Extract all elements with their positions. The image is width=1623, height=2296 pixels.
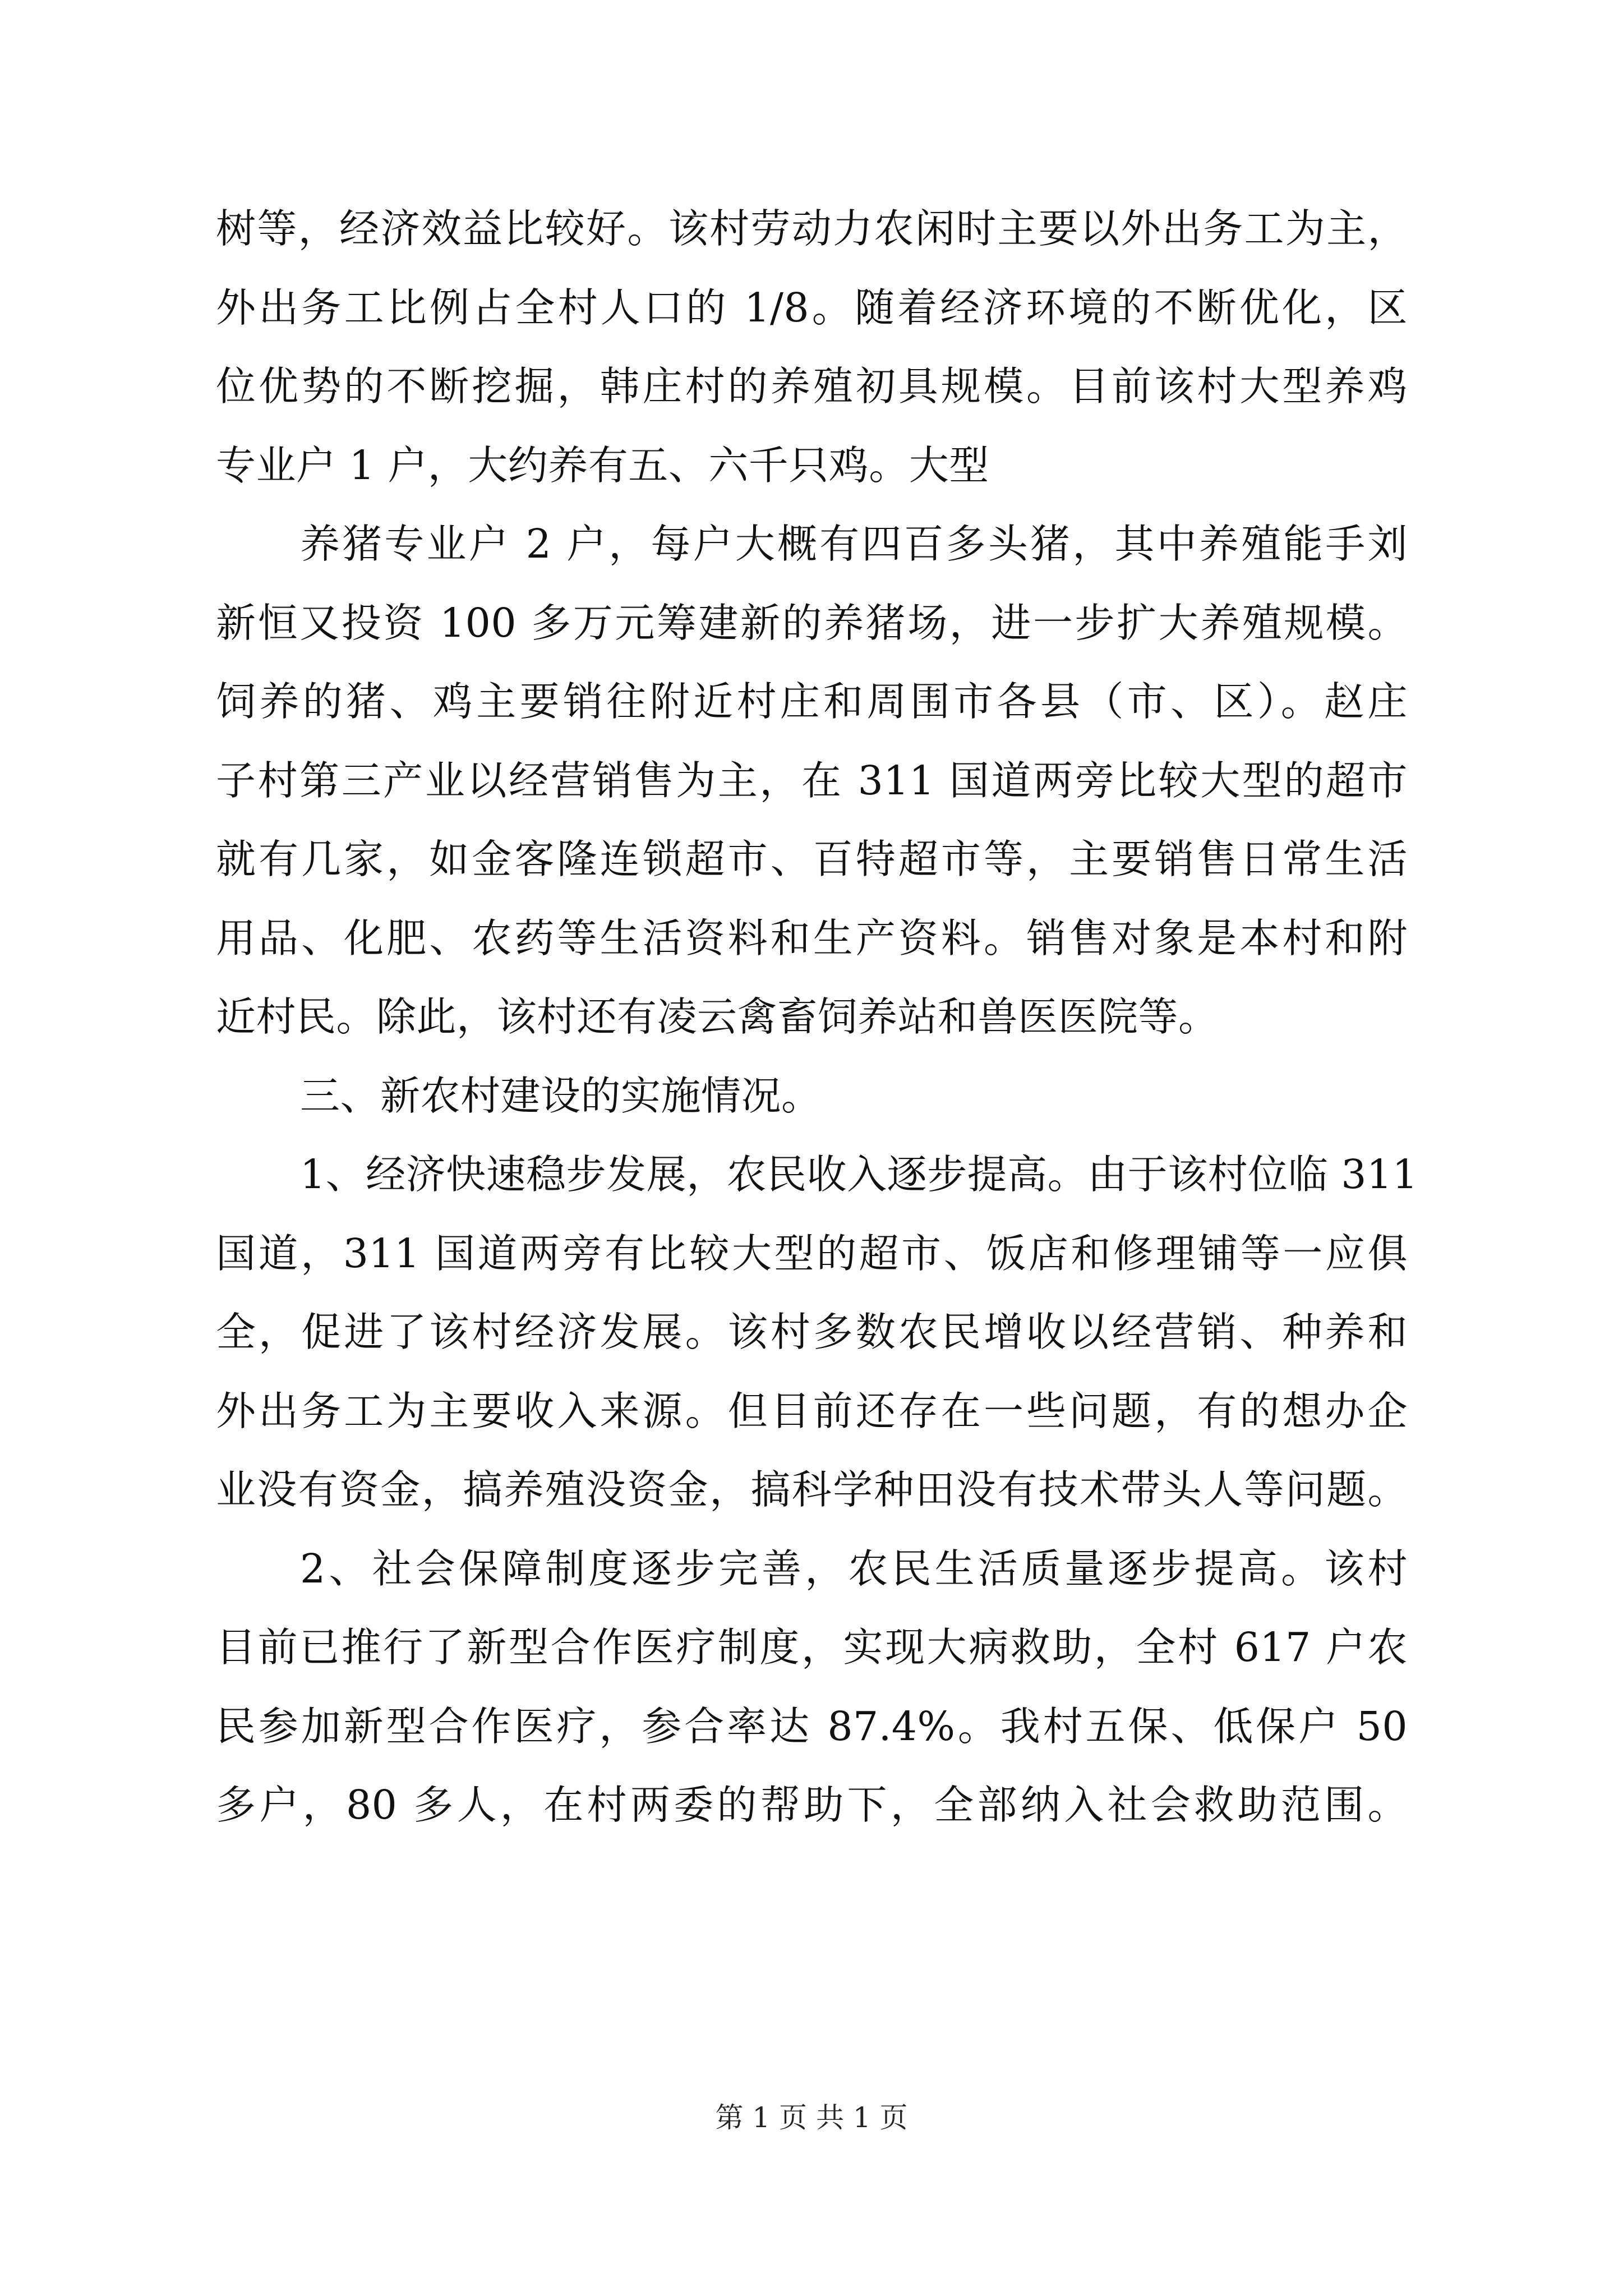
text-line: 位优势的不断挖掘，韩庄村的养殖初具规模。目前该村大型养鸡 bbox=[216, 363, 1408, 409]
text-line: 1、经济快速稳步发展，农民收入逐步提高。由于该村位临 311 bbox=[300, 1151, 1418, 1198]
text-line: 2、社会保障制度逐步完善，农民生活质量逐步提高。该村 bbox=[300, 1545, 1408, 1592]
text-line: 业没有资金，搞养殖没资金，搞科学种田没有技术带头人等问题。 bbox=[216, 1466, 1408, 1513]
text-line: 近村民。除此，该村还有凌云禽畜饲养站和兽医医院等。 bbox=[216, 993, 1219, 1040]
text-line: 子村第三产业以经营销售为主，在 311 国道两旁比较大型的超市 bbox=[216, 757, 1408, 804]
text-line: 全，促进了该村经济发展。该村多数农民增收以经营销、种养和 bbox=[216, 1309, 1408, 1355]
text-line: 外出务工比例占全村人口的 1/8。随着经济环境的不断优化，区 bbox=[216, 284, 1408, 331]
text-line: 民参加新型合作医疗，参合率达 87.4%。我村五保、低保户 50 bbox=[216, 1703, 1408, 1750]
text-line: 专业户 1 户，大约养有五、六千只鸡。大型 bbox=[216, 441, 989, 489]
text-line: 养猪专业户 2 户，每户大概有四百多头猪，其中养殖能手刘 bbox=[300, 521, 1408, 567]
text-line: 用品、化肥、农药等生活资料和生产资料。销售对象是本村和附 bbox=[216, 914, 1408, 961]
text-line: 饲养的猪、鸡主要销往附近村庄和周围市各县（市、区）。赵庄 bbox=[216, 678, 1408, 725]
text-line: 新恒又投资 100 多万元筹建新的养猪场，进一步扩大养殖规模。 bbox=[216, 599, 1408, 646]
text-line: 国道，311 国道两旁有比较大型的超市、饭店和修理铺等一应俱 bbox=[216, 1230, 1408, 1277]
text-line: 就有几家，如金客隆连锁超市、百特超市等，主要销售日常生活 bbox=[216, 836, 1408, 882]
text-line: 外出务工为主要收入来源。但目前还存在一些问题，有的想办企 bbox=[216, 1387, 1408, 1434]
page-footer: 第 1 页 共 1 页 bbox=[715, 2101, 908, 2134]
text-line: 多户，80 多人，在村两委的帮助下，全部纳入社会救助范围。 bbox=[216, 1782, 1408, 1828]
section-heading: 三、新农村建设的实施情况。 bbox=[300, 1072, 822, 1119]
text-line: 树等，经济效益比较好。该村劳动力农闲时主要以外出务工为主， bbox=[216, 205, 1408, 252]
document-body bbox=[216, 190, 1418, 1845]
text-line: 目前已推行了新型合作医疗制度，实现大病救助，全村 617 户农 bbox=[216, 1624, 1408, 1671]
